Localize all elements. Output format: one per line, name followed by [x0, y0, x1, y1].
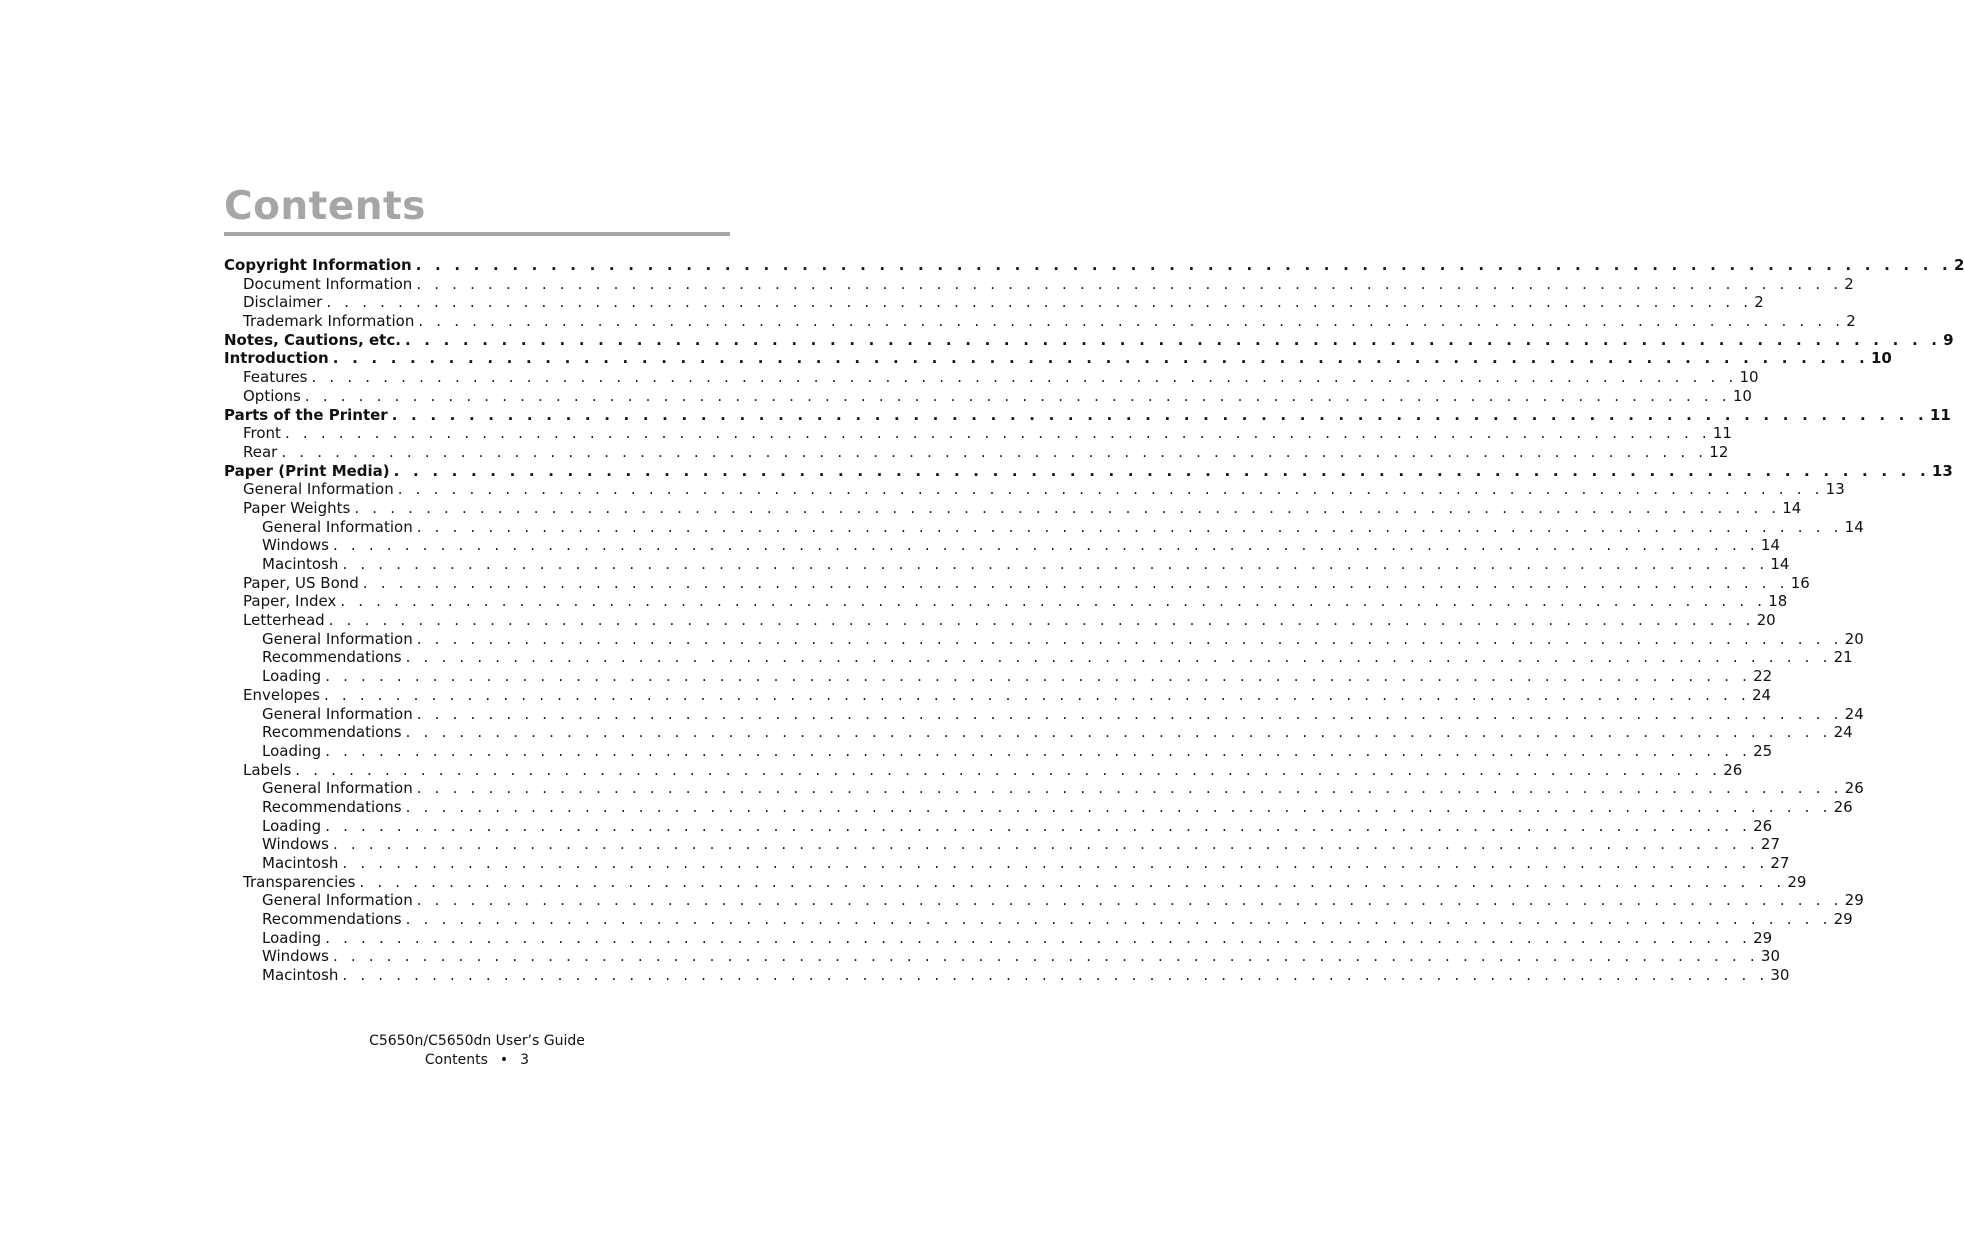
toc-dot-leader: . . . . . . . . . . . . . . . . . . . . . . . . . . . . . . . . . . . . . . . . . . . . . . . . . . . . . . . . . . . . . . . . . . . . . . . . . . . . . . . . [325, 816, 1752, 835]
toc-entry[interactable] [224, 442, 1729, 462]
toc-entry-label: Windows [262, 947, 329, 966]
toc-dot-leader: . . . . . . . . . . . . . . . . . . . . . . . . . . . . . . . . . . . . . . . . . . . . . . . . . . . . . . . . . . . . . . . . . . . . . . . . . . . . . . . . [391, 405, 1928, 424]
toc-entry-page: 14 [1770, 555, 1790, 573]
toc-entry[interactable] [224, 368, 1759, 387]
toc-dot-leader: . . . . . . . . . . . . . . . . . . . . . . . . . . . . . . . . . . . . . . . . . . . . . . . . . . . . . . . . . . . . . . . . . . . . . . . . . . . . . . . . [281, 442, 1708, 461]
toc-entry[interactable] [224, 835, 1780, 854]
toc-entry-page: 12 [1709, 442, 1729, 461]
toc-dot-leader: . . . . . . . . . . . . . . . . . . . . . . . . . . . . . . . . . . . . . . . . . . . . . . . . . . . . . . . . . . . . . . . . . . . . . . . . . . . . . . . . [304, 386, 1731, 405]
toc-entry-label: Copyright Information [224, 256, 412, 274]
toc-dot-leader: . . . . . . . . . . . . . . . . . . . . . . . . . . . . . . . . . . . . . . . . . . . . . . . . . . . . . . . . . . . . . . . . . . . . . . . . . . . . . . . . [324, 685, 1750, 704]
toc-entry-label: Paper Weights [243, 498, 351, 517]
toc-entry-label: General Information [262, 517, 413, 536]
page-footer [0, 1032, 954, 1069]
toc-entry-page: 30 [1760, 947, 1780, 966]
toc-entry-page: 14 [1760, 536, 1780, 555]
toc-dot-leader: . . . . . . . . . . . . . . . . . . . . . . . . . . . . . . . . . . . . . . . . . . . . . . . . . . . . . . . . . . . . . . . . . . . . . . . . . . . . . . . . [311, 368, 1738, 387]
toc-entry[interactable] [224, 405, 1951, 425]
toc-entry-page: 10 [1870, 349, 1892, 368]
toc-entry[interactable] [224, 685, 1772, 705]
toc-entry[interactable] [224, 760, 1743, 780]
toc-entry-page: 30 [1770, 966, 1790, 985]
toc-dot-leader: . . . . . . . . . . . . . . . . . . . . . . . . . . . . . . . . . . . . . . . . . . . . . . . . . . . . . . . . . . . . . . . . . . . . . . . . . . . . . . . . [332, 536, 1759, 555]
toc-entry-label: Trademark Information [243, 312, 415, 331]
toc-entry-label: Notes, Cautions, etc. [224, 330, 401, 349]
toc-entry[interactable] [224, 312, 1856, 331]
toc-entry-page: 24 [1844, 704, 1864, 723]
toc-entry[interactable] [224, 872, 1807, 892]
toc-dot-leader: . . . . . . . . . . . . . . . . . . . . . . . . . . . . . . . . . . . . . . . . . . . . . . . . . . . . . . . . . . . . . . . . . . . . . . . . . . . . . . . . [328, 611, 1755, 630]
toc-entry-label: Options [243, 386, 301, 405]
toc-entry[interactable] [224, 966, 1790, 985]
title-rule [224, 232, 730, 236]
toc-entry-page: 2 [1953, 256, 1964, 274]
toc-entry-label: Transparencies [243, 872, 356, 891]
toc-dot-leader: . . . . . . . . . . . . . . . . . . . . . . . . . . . . . . . . . . . . . . . . . . . . . . . . . . . . . . . . . . . . . . . . . . . . . . . . . . . . . . . . [416, 779, 1843, 798]
footer-bullet: • [499, 1051, 509, 1068]
toc-entry-page: 2 [1846, 312, 1856, 331]
toc-entry-label: Loading [262, 816, 322, 835]
toc-entry-label: Letterhead [243, 611, 325, 630]
toc-entry-page: 16 [1790, 573, 1810, 592]
toc-entry-label: Disclaimer [243, 293, 323, 312]
toc-entry-page: 9 [1943, 330, 1954, 349]
toc-entry[interactable] [224, 461, 1953, 481]
toc-dot-leader: . . . . . . . . . . . . . . . . . . . . . . . . . . . . . . . . . . . . . . . . . . . . . . . . . . . . . . . . . . . . . . . . . . . . . . . . . . . . . . . . [342, 555, 1769, 573]
toc-entry-page: 10 [1732, 386, 1752, 405]
toc-entry-page: 29 [1833, 910, 1853, 929]
page-title: Contents [224, 184, 426, 229]
toc-dot-leader: . . . . . . . . . . . . . . . . . . . . . . . . . . . . . . . . . . . . . . . . . . . . . . . . . . . . . . . . . . . . . . . . . . . . . . . . . . . . . . . . [342, 966, 1769, 985]
toc-entry-label: Paper (Print Media) [224, 461, 390, 480]
toc-entry-label: Parts of the Printer [224, 405, 388, 424]
toc-entry-label: General Information [243, 480, 394, 499]
toc-entry[interactable] [224, 555, 1790, 574]
toc-entry-label: Loading [262, 928, 322, 947]
toc-entry-page: 11 [1712, 424, 1732, 443]
toc-entry-page: 13 [1825, 480, 1845, 499]
toc-entry[interactable] [224, 424, 1732, 443]
toc-entry-page: 14 [1782, 498, 1802, 517]
toc-entry-page: 20 [1756, 611, 1776, 630]
toc-entry-page: 26 [1844, 779, 1864, 798]
toc-dot-leader: . . . . . . . . . . . . . . . . . . . . . . . . . . . . . . . . . . . . . . . . . . . . . . . . . . . . . . . . . . . . . . . . . . . . . . . . . . . . . . . . [397, 480, 1824, 499]
toc-entry[interactable] [224, 741, 1773, 761]
toc-dot-leader: . . . . . . . . . . . . . . . . . . . . . . . . . . . . . . . . . . . . . . . . . . . . . . . . . . . . . . . . . . . . . . . . . . . . . . . . . . . . . . . . [325, 741, 1752, 760]
toc-dot-leader: . . . . . . . . . . . . . . . . . . . . . . . . . . . . . . . . . . . . . . . . . . . . . . . . . . . . . . . . . . . . . . . . . . . . . . . . . . . . . . . . [359, 872, 1786, 891]
toc-entry[interactable] [224, 256, 1964, 275]
toc-entry-page: 20 [1844, 629, 1864, 648]
toc-entry-label: Envelopes [243, 685, 320, 704]
toc-entry[interactable] [224, 667, 1773, 686]
toc-entry[interactable] [224, 891, 1864, 910]
toc-dot-leader: . . . . . . . . . . . . . . . . . . . . . . . . . . . . . . . . . . . . . . . . . . . . . . . . . . . . . . . . . . . . . . . . . . . . . . . . . . . . . . . . [326, 293, 1753, 312]
toc-entry[interactable] [224, 629, 1864, 649]
toc-dot-leader: . . . . . . . . . . . . . . . . . . . . . . . . . . . . . . . . . . . . . . . . . . . . . . . . . . . . . . . . . . . . . . . . . . . . . . . . . . . . . . . . [418, 312, 1845, 331]
toc-dot-leader: . . . . . . . . . . . . . . . . . . . . . . . . . . . . . . . . . . . . . . . . . . . . . . . . . . . . . . . . . . . . . . . . . . . . . . . . . . . . . . . . [404, 330, 1942, 349]
toc-dot-leader: . . . . . . . . . . . . . . . . . . . . . . . . . . . . . . . . . . . . . . . . . . . . . . . . . . . . . . . . . . . . . . . . . . . . . . . . . . . . . . . . [416, 274, 1843, 293]
toc-entry[interactable] [224, 573, 1810, 593]
toc-entry-page: 26 [1753, 816, 1773, 835]
toc-entry[interactable] [224, 498, 1802, 518]
toc-dot-leader: . . . . . . . . . . . . . . . . . . . . . . . . . . . . . . . . . . . . . . . . . . . . . . . . . . . . . . . . . . . . . . . . . . . . . . . . . . . . . . . . [332, 349, 1869, 368]
footer-page-info [0, 1051, 954, 1070]
toc-dot-leader: . . . . . . . . . . . . . . . . . . . . . . . . . . . . . . . . . . . . . . . . . . . . . . . . . . . . . . . . . . . . . . . . . . . . . . . . . . . . . . . . [362, 573, 1789, 592]
toc-entry[interactable] [224, 910, 1853, 929]
footer-section: Contents [424, 1051, 488, 1068]
toc-entry[interactable] [224, 536, 1780, 555]
toc-dot-leader: . . . . . . . . . . . . . . . . . . . . . . . . . . . . . . . . . . . . . . . . . . . . . . . . . . . . . . . . . . . . . . . . . . . . . . . . . . . . . . . . [342, 854, 1769, 872]
toc-entry-label: Labels [243, 760, 292, 779]
toc-entry-page: 26 [1833, 797, 1853, 816]
toc-entry-label: Paper, US Bond [243, 573, 359, 592]
toc-entry-label: General Information [262, 704, 413, 723]
toc-entry-label: Paper, Index [243, 592, 337, 611]
toc-entry-label: Rear [243, 442, 278, 461]
toc-entry-page: 29 [1844, 891, 1864, 910]
toc-entry[interactable] [224, 854, 1790, 873]
toc-entry-page: 26 [1723, 760, 1743, 779]
toc-dot-leader: . . . . . . . . . . . . . . . . . . . . . . . . . . . . . . . . . . . . . . . . . . . . . . . . . . . . . . . . . . . . . . . . . . . . . . . . . . . . . . . . [393, 461, 1930, 480]
toc-entry[interactable] [224, 349, 1892, 368]
toc-entry-label: Recommendations [262, 797, 402, 816]
toc-entry-label: General Information [262, 779, 413, 798]
toc-entry-label: Introduction [224, 349, 329, 368]
toc-entry-label: Front [243, 424, 281, 443]
toc-entry-label: Macintosh [262, 854, 339, 872]
toc-entry-page: 21 [1833, 648, 1853, 667]
toc-entry-label: Recommendations [262, 910, 402, 929]
toc-dot-leader: . . . . . . . . . . . . . . . . . . . . . . . . . . . . . . . . . . . . . . . . . . . . . . . . . . . . . . . . . . . . . . . . . . . . . . . . . . . . . . . . [405, 910, 1832, 929]
toc-entry-page: 10 [1739, 368, 1759, 387]
toc-entry-label: General Information [262, 891, 413, 910]
toc-entry[interactable] [224, 704, 1864, 724]
toc-entry-page: 27 [1760, 835, 1780, 854]
toc-entry[interactable] [224, 648, 1853, 667]
toc-dot-leader: . . . . . . . . . . . . . . . . . . . . . . . . . . . . . . . . . . . . . . . . . . . . . . . . . . . . . . . . . . . . . . . . . . . . . . . . . . . . . . . . [284, 424, 1711, 443]
toc-entry-page: 29 [1787, 872, 1807, 891]
toc-entry[interactable] [224, 928, 1773, 948]
toc-entry[interactable] [224, 797, 1853, 817]
toc-entry[interactable] [224, 330, 1954, 350]
toc-entry-page: 22 [1753, 667, 1773, 686]
footer-page-number: 3 [520, 1051, 530, 1068]
toc-dot-leader: . . . . . . . . . . . . . . . . . . . . . . . . . . . . . . . . . . . . . . . . . . . . . . . . . . . . . . . . . . . . . . . . . . . . . . . . . . . . . . . . [354, 498, 1781, 517]
toc-entry-label: Recommendations [262, 723, 402, 742]
toc-entry-page: 14 [1844, 517, 1864, 536]
toc-entry[interactable] [224, 723, 1853, 742]
toc-dot-leader: . . . . . . . . . . . . . . . . . . . . . . . . . . . . . . . . . . . . . . . . . . . . . . . . . . . . . . . . . . . . . . . . . . . . . . . . . . . . . . . . [416, 517, 1843, 536]
toc-dot-leader: . . . . . . . . . . . . . . . . . . . . . . . . . . . . . . . . . . . . . . . . . . . . . . . . . . . . . . . . . . . . . . . . . . . . . . . . . . . . . . . . [332, 947, 1759, 966]
toc-dot-leader: . . . . . . . . . . . . . . . . . . . . . . . . . . . . . . . . . . . . . . . . . . . . . . . . . . . . . . . . . . . . . . . . . . . . . . . . . . . . . . . . [416, 629, 1843, 648]
table-of-contents [224, 256, 1964, 985]
toc-dot-leader: . . . . . . . . . . . . . . . . . . . . . . . . . . . . . . . . . . . . . . . . . . . . . . . . . . . . . . . . . . . . . . . . . . . . . . . . . . . . . . . . [325, 667, 1752, 686]
toc-entry-page: 13 [1931, 461, 1953, 480]
toc-entry-page: 24 [1751, 685, 1772, 704]
toc-entry-label: Windows [262, 835, 329, 854]
toc-entry-page: 24 [1833, 723, 1853, 742]
toc-dot-leader: . . . . . . . . . . . . . . . . . . . . . . . . . . . . . . . . . . . . . . . . . . . . . . . . . . . . . . . . . . . . . . . . . . . . . . . . . . . . . . . . [415, 256, 1952, 274]
toc-entry-page: 11 [1929, 405, 1951, 424]
toc-dot-leader: . . . . . . . . . . . . . . . . . . . . . . . . . . . . . . . . . . . . . . . . . . . . . . . . . . . . . . . . . . . . . . . . . . . . . . . . . . . . . . . . [416, 891, 1843, 910]
toc-entry-label: Loading [262, 667, 322, 686]
toc-dot-leader: . . . . . . . . . . . . . . . . . . . . . . . . . . . . . . . . . . . . . . . . . . . . . . . . . . . . . . . . . . . . . . . . . . . . . . . . . . . . . . . . [340, 592, 1767, 611]
toc-entry-page: 29 [1753, 928, 1773, 947]
toc-entry[interactable] [224, 480, 1845, 499]
footer-guide-title: C5650n/C5650dn User’s Guide [369, 1033, 585, 1049]
toc-entry-label: Loading [262, 741, 322, 760]
toc-dot-leader: . . . . . . . . . . . . . . . . . . . . . . . . . . . . . . . . . . . . . . . . . . . . . . . . . . . . . . . . . . . . . . . . . . . . . . . . . . . . . . . . [295, 760, 1722, 779]
toc-entry-label: Recommendations [262, 648, 402, 667]
toc-entry[interactable] [224, 779, 1864, 798]
toc-entry[interactable] [224, 293, 1764, 312]
toc-entry-label: Features [243, 368, 308, 387]
toc-entry-page: 25 [1753, 741, 1773, 760]
toc-entry-label: Macintosh [262, 966, 339, 985]
toc-entry[interactable] [224, 592, 1788, 611]
toc-entry-page: 27 [1770, 854, 1790, 872]
toc-dot-leader: . . . . . . . . . . . . . . . . . . . . . . . . . . . . . . . . . . . . . . . . . . . . . . . . . . . . . . . . . . . . . . . . . . . . . . . . . . . . . . . . [405, 797, 1832, 816]
toc-dot-leader: . . . . . . . . . . . . . . . . . . . . . . . . . . . . . . . . . . . . . . . . . . . . . . . . . . . . . . . . . . . . . . . . . . . . . . . . . . . . . . . . [405, 723, 1832, 742]
toc-entry-label: Macintosh [262, 555, 339, 573]
toc-dot-leader: . . . . . . . . . . . . . . . . . . . . . . . . . . . . . . . . . . . . . . . . . . . . . . . . . . . . . . . . . . . . . . . . . . . . . . . . . . . . . . . . [332, 835, 1759, 854]
toc-entry[interactable] [224, 517, 1864, 537]
toc-entry-label: Windows [262, 536, 329, 555]
toc-entry-page: 2 [1754, 293, 1764, 312]
toc-entry[interactable] [224, 274, 1854, 294]
toc-entry-label: Document Information [243, 274, 413, 293]
toc-entry-page: 18 [1768, 592, 1788, 611]
toc-entry[interactable] [224, 386, 1752, 406]
toc-dot-leader: . . . . . . . . . . . . . . . . . . . . . . . . . . . . . . . . . . . . . . . . . . . . . . . . . . . . . . . . . . . . . . . . . . . . . . . . . . . . . . . . [416, 704, 1843, 723]
toc-dot-leader: . . . . . . . . . . . . . . . . . . . . . . . . . . . . . . . . . . . . . . . . . . . . . . . . . . . . . . . . . . . . . . . . . . . . . . . . . . . . . . . . [405, 648, 1832, 667]
toc-entry[interactable] [224, 816, 1773, 836]
toc-entry-label: General Information [262, 629, 413, 648]
toc-entry-page: 2 [1844, 274, 1854, 293]
toc-dot-leader: . . . . . . . . . . . . . . . . . . . . . . . . . . . . . . . . . . . . . . . . . . . . . . . . . . . . . . . . . . . . . . . . . . . . . . . . . . . . . . . . [325, 928, 1752, 947]
toc-entry[interactable] [224, 611, 1776, 630]
toc-entry[interactable] [224, 947, 1780, 966]
